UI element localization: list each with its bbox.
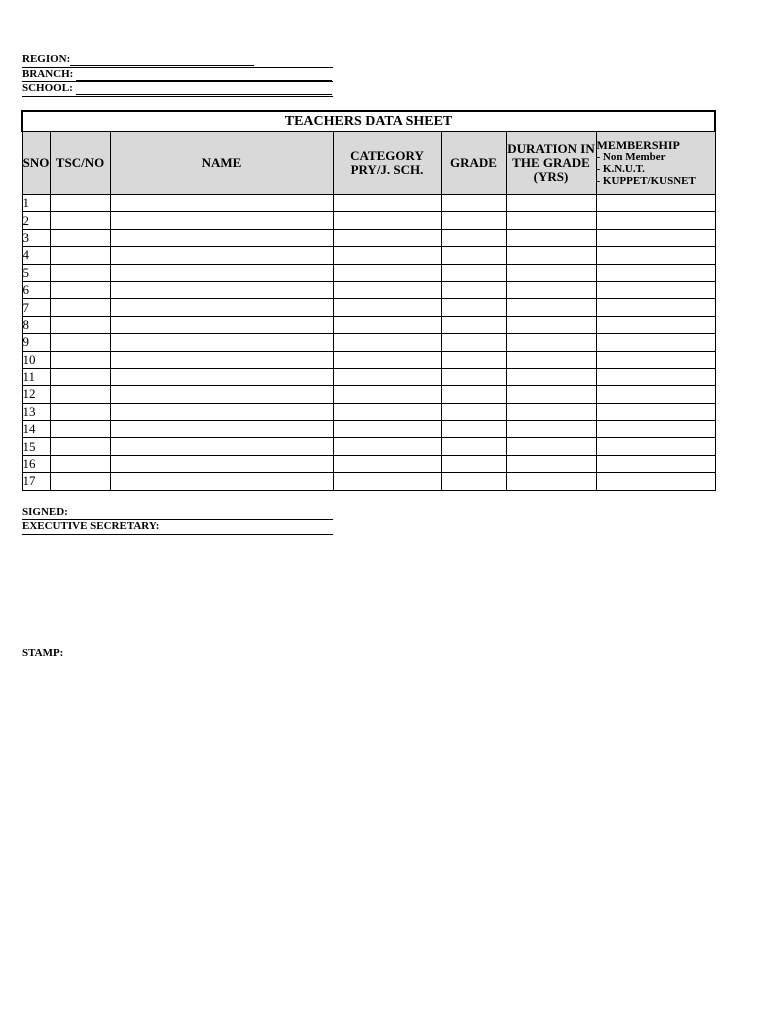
membership-cell[interactable] bbox=[596, 334, 715, 351]
category-cell[interactable] bbox=[333, 351, 441, 368]
membership-cell[interactable] bbox=[596, 229, 715, 246]
duration-cell[interactable] bbox=[506, 403, 596, 420]
duration-line-1: DURATION IN bbox=[507, 141, 595, 156]
stamp-label: STAMP: bbox=[22, 647, 64, 659]
grade-cell[interactable] bbox=[441, 351, 506, 368]
column-header-sno: SNO bbox=[22, 132, 50, 195]
executive-secretary-field bbox=[22, 520, 159, 533]
row-number: 10 bbox=[22, 351, 50, 368]
category-cell[interactable] bbox=[333, 368, 441, 385]
grade-cell[interactable] bbox=[441, 195, 506, 212]
row-number: 12 bbox=[22, 386, 50, 403]
table-row bbox=[22, 473, 715, 490]
region-field bbox=[22, 53, 254, 66]
row-number: 6 bbox=[22, 281, 50, 298]
duration-cell[interactable] bbox=[506, 473, 596, 490]
name-cell[interactable] bbox=[110, 403, 333, 420]
tsc-no-cell[interactable] bbox=[50, 368, 110, 385]
school-field bbox=[22, 82, 332, 95]
membership-cell[interactable] bbox=[596, 316, 715, 333]
row-number: 13 bbox=[22, 403, 50, 420]
name-cell[interactable] bbox=[110, 247, 333, 264]
branch-blank[interactable] bbox=[76, 70, 332, 81]
duration-cell[interactable] bbox=[506, 281, 596, 298]
grade-cell[interactable] bbox=[441, 334, 506, 351]
duration-cell[interactable] bbox=[506, 334, 596, 351]
grade-cell[interactable] bbox=[441, 403, 506, 420]
grade-cell[interactable] bbox=[441, 421, 506, 438]
tsc-no-cell[interactable] bbox=[50, 438, 110, 455]
tsc-no-cell[interactable] bbox=[50, 473, 110, 490]
duration-cell[interactable] bbox=[506, 421, 596, 438]
name-cell[interactable] bbox=[110, 281, 333, 298]
stamp-field bbox=[22, 647, 63, 660]
branch-field bbox=[22, 68, 332, 81]
category-cell[interactable] bbox=[333, 334, 441, 351]
tsc-no-cell[interactable] bbox=[50, 299, 110, 316]
membership-cell[interactable] bbox=[596, 421, 715, 438]
name-cell[interactable] bbox=[110, 368, 333, 385]
name-cell[interactable] bbox=[110, 316, 333, 333]
membership-option-knut: - K.N.U.T. bbox=[596, 163, 645, 175]
membership-cell[interactable] bbox=[596, 403, 715, 420]
row-number: 11 bbox=[22, 368, 50, 385]
row-number: 5 bbox=[22, 264, 50, 281]
name-cell[interactable] bbox=[110, 299, 333, 316]
table-row bbox=[22, 247, 715, 264]
name-cell[interactable] bbox=[110, 473, 333, 490]
tsc-no-cell[interactable] bbox=[50, 281, 110, 298]
membership-cell[interactable] bbox=[596, 368, 715, 385]
name-cell[interactable] bbox=[110, 351, 333, 368]
grade-cell[interactable] bbox=[441, 316, 506, 333]
name-cell[interactable] bbox=[110, 195, 333, 212]
branch-label: BRANCH: bbox=[22, 68, 74, 80]
grade-cell[interactable] bbox=[441, 299, 506, 316]
row-number: 17 bbox=[22, 473, 50, 490]
tsc-no-cell[interactable] bbox=[50, 247, 110, 264]
membership-cell[interactable] bbox=[596, 212, 715, 229]
table-row bbox=[22, 368, 715, 385]
membership-title: MEMBERSHIP bbox=[596, 138, 680, 152]
duration-cell[interactable] bbox=[506, 299, 596, 316]
tsc-no-cell[interactable] bbox=[50, 386, 110, 403]
column-header-duration bbox=[506, 132, 596, 195]
table-row bbox=[22, 421, 715, 438]
membership-cell[interactable] bbox=[596, 281, 715, 298]
tsc-no-cell[interactable] bbox=[50, 455, 110, 472]
category-cell[interactable] bbox=[333, 438, 441, 455]
duration-cell[interactable] bbox=[506, 351, 596, 368]
membership-option-kuppet: - KUPPET/KUSNET bbox=[596, 175, 696, 187]
name-cell[interactable] bbox=[110, 455, 333, 472]
category-line-2: PRY/J. SCH. bbox=[350, 162, 424, 177]
column-header-grade: GRADE bbox=[441, 132, 506, 195]
school-blank[interactable] bbox=[76, 84, 332, 95]
row-number: 7 bbox=[22, 299, 50, 316]
membership-cell[interactable] bbox=[596, 247, 715, 264]
table-row bbox=[22, 229, 715, 246]
table-row bbox=[22, 281, 715, 298]
duration-line-2: THE GRADE bbox=[512, 155, 590, 170]
row-number: 14 bbox=[22, 421, 50, 438]
table-row bbox=[22, 264, 715, 281]
membership-cell[interactable] bbox=[596, 455, 715, 472]
category-cell[interactable] bbox=[333, 403, 441, 420]
duration-cell[interactable] bbox=[506, 316, 596, 333]
row-number: 1 bbox=[22, 195, 50, 212]
duration-cell[interactable] bbox=[506, 455, 596, 472]
tsc-no-cell[interactable] bbox=[50, 264, 110, 281]
grade-cell[interactable] bbox=[441, 368, 506, 385]
tsc-no-cell[interactable] bbox=[50, 421, 110, 438]
row-number: 3 bbox=[22, 229, 50, 246]
column-header-membership bbox=[596, 132, 715, 195]
school-underline bbox=[22, 96, 333, 97]
membership-cell[interactable] bbox=[596, 299, 715, 316]
category-cell[interactable] bbox=[333, 386, 441, 403]
grade-cell[interactable] bbox=[441, 264, 506, 281]
tsc-no-cell[interactable] bbox=[50, 195, 110, 212]
row-number: 16 bbox=[22, 455, 50, 472]
signed-field bbox=[22, 506, 68, 519]
category-cell[interactable] bbox=[333, 281, 441, 298]
category-cell[interactable] bbox=[333, 212, 441, 229]
category-cell[interactable] bbox=[333, 299, 441, 316]
table-row bbox=[22, 299, 715, 316]
teachers-data-table bbox=[21, 110, 716, 491]
school-label: SCHOOL: bbox=[22, 82, 73, 94]
membership-cell[interactable] bbox=[596, 386, 715, 403]
row-number: 8 bbox=[22, 316, 50, 333]
membership-cell[interactable] bbox=[596, 438, 715, 455]
column-header-category bbox=[333, 132, 441, 195]
column-header-tsc-no: TSC/NO bbox=[50, 132, 110, 195]
name-cell[interactable] bbox=[110, 264, 333, 281]
table-row bbox=[22, 212, 715, 229]
table-row bbox=[22, 403, 715, 420]
region-label: REGION: bbox=[22, 53, 71, 65]
duration-cell[interactable] bbox=[506, 264, 596, 281]
grade-cell[interactable] bbox=[441, 212, 506, 229]
table-row bbox=[22, 438, 715, 455]
grade-cell[interactable] bbox=[441, 386, 506, 403]
name-cell[interactable] bbox=[110, 334, 333, 351]
executive-secretary-label: EXECUTIVE SECRETARY: bbox=[22, 520, 160, 532]
category-cell[interactable] bbox=[333, 264, 441, 281]
grade-cell[interactable] bbox=[441, 281, 506, 298]
membership-cell[interactable] bbox=[596, 195, 715, 212]
category-cell[interactable] bbox=[333, 473, 441, 490]
category-line-1: CATEGORY bbox=[350, 148, 424, 163]
category-cell[interactable] bbox=[333, 229, 441, 246]
category-cell[interactable] bbox=[333, 421, 441, 438]
category-cell[interactable] bbox=[333, 247, 441, 264]
membership-cell[interactable] bbox=[596, 351, 715, 368]
grade-cell[interactable] bbox=[441, 455, 506, 472]
membership-option-non-member: - Non Member bbox=[596, 151, 666, 163]
tsc-no-cell[interactable] bbox=[50, 351, 110, 368]
executive-secretary-underline[interactable] bbox=[22, 534, 333, 535]
category-cell[interactable] bbox=[333, 455, 441, 472]
duration-cell[interactable] bbox=[506, 229, 596, 246]
name-cell[interactable] bbox=[110, 438, 333, 455]
name-cell[interactable] bbox=[110, 386, 333, 403]
category-cell[interactable] bbox=[333, 195, 441, 212]
table-header-row bbox=[22, 132, 715, 195]
name-cell[interactable] bbox=[110, 229, 333, 246]
duration-cell[interactable] bbox=[506, 212, 596, 229]
name-cell[interactable] bbox=[110, 212, 333, 229]
tsc-no-cell[interactable] bbox=[50, 334, 110, 351]
table-row bbox=[22, 316, 715, 333]
row-number: 2 bbox=[22, 212, 50, 229]
tsc-no-cell[interactable] bbox=[50, 316, 110, 333]
grade-cell[interactable] bbox=[441, 247, 506, 264]
table-row bbox=[22, 386, 715, 403]
sheet-title: TEACHERS DATA SHEET bbox=[22, 111, 715, 132]
tsc-no-cell[interactable] bbox=[50, 229, 110, 246]
column-header-name: NAME bbox=[110, 132, 333, 195]
row-number: 4 bbox=[22, 247, 50, 264]
table-row bbox=[22, 455, 715, 472]
duration-cell[interactable] bbox=[506, 368, 596, 385]
name-cell[interactable] bbox=[110, 421, 333, 438]
duration-line-3: (YRS) bbox=[533, 169, 569, 184]
region-blank[interactable] bbox=[70, 55, 254, 66]
tsc-no-cell[interactable] bbox=[50, 403, 110, 420]
tsc-no-cell[interactable] bbox=[50, 212, 110, 229]
membership-cell[interactable] bbox=[596, 473, 715, 490]
table-body bbox=[22, 195, 715, 491]
grade-cell[interactable] bbox=[441, 473, 506, 490]
duration-cell[interactable] bbox=[506, 195, 596, 212]
signed-label: SIGNED: bbox=[22, 506, 68, 518]
grade-cell[interactable] bbox=[441, 438, 506, 455]
grade-cell[interactable] bbox=[441, 229, 506, 246]
category-cell[interactable] bbox=[333, 316, 441, 333]
duration-cell[interactable] bbox=[506, 438, 596, 455]
table-row bbox=[22, 195, 715, 212]
table-row bbox=[22, 351, 715, 368]
row-number: 9 bbox=[22, 334, 50, 351]
table-row bbox=[22, 334, 715, 351]
duration-cell[interactable] bbox=[506, 247, 596, 264]
duration-cell[interactable] bbox=[506, 386, 596, 403]
row-number: 15 bbox=[22, 438, 50, 455]
membership-cell[interactable] bbox=[596, 264, 715, 281]
